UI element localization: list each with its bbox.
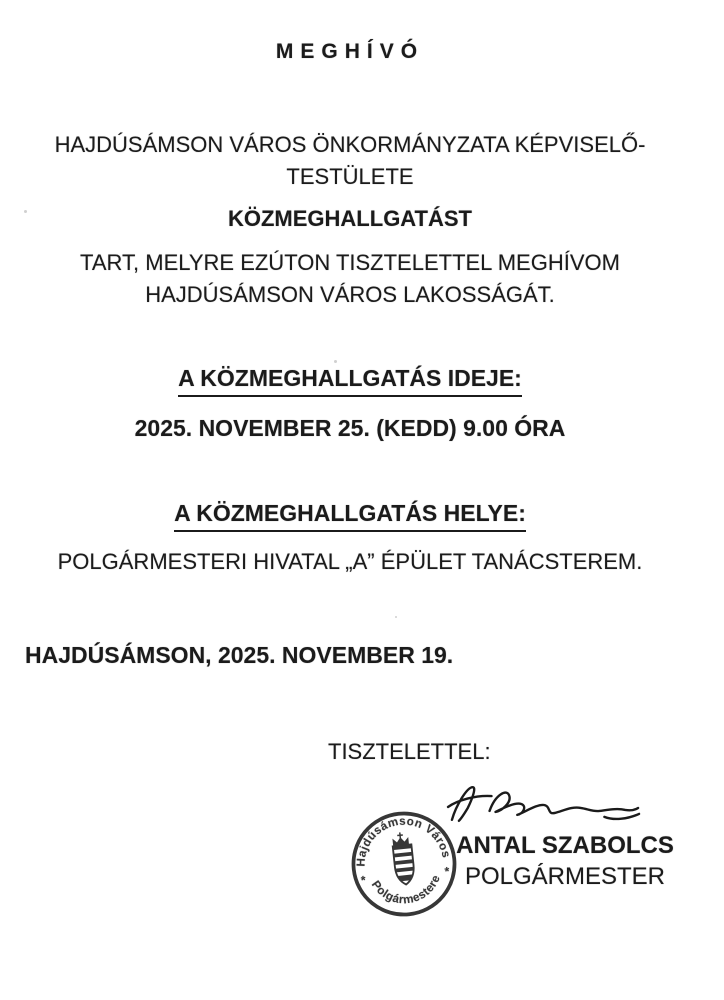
signature-block [452, 830, 678, 892]
signer-name: ANTAL SZABOLCS [456, 832, 674, 859]
scan-speck [334, 360, 337, 363]
invitation-line-2: HAJDÚSÁMSON VÁROS LAKOSSÁGÁT. [145, 282, 555, 307]
event-name: KÖZMEGHALLGATÁST [227, 206, 472, 231]
time-section-heading [0, 365, 700, 397]
invitation-text [0, 247, 700, 311]
place-section-heading [0, 500, 700, 532]
mayor-round-stamp [340, 800, 467, 927]
organization-name [0, 129, 700, 193]
invitation-line-1: TART, MELYRE EZÚTON TISZTELETTEL MEGHÍVOM [80, 250, 620, 275]
stamp-separator-left: * [360, 873, 367, 888]
hungarian-coat-of-arms-icon [390, 831, 418, 885]
time-heading-text: A KÖZMEGHALLGATÁS IDEJE: [178, 365, 522, 397]
time-value: 2025. NOVEMBER 25. (KEDD) 9.00 ÓRA [134, 415, 566, 441]
stamp-bottom-text: Polgármestere [368, 873, 443, 907]
document-title: MEGHÍVÓ [275, 40, 425, 63]
signer-title: POLGÁRMESTER [464, 863, 666, 890]
place-heading-text: A KÖZMEGHALLGATÁS HELYE: [174, 500, 526, 532]
stamp-separator-right: * [444, 864, 451, 879]
organization-line-2: TESTÜLETE [286, 164, 414, 189]
handwritten-signature-icon [446, 780, 644, 828]
scan-speck [395, 616, 397, 618]
stamp-top-text: Hajdúsámson Város [354, 814, 453, 867]
closing-salutation: TISZTELETTEL: [328, 739, 491, 764]
dateline: HAJDÚSÁMSON, 2025. NOVEMBER 19. [25, 642, 454, 668]
organization-line-1: HAJDÚSÁMSON VÁROS ÖNKORMÁNYZATA KÉPVISELŐ- [54, 132, 646, 157]
place-value: POLGÁRMESTERI HIVATAL „A” ÉPÜLET TANÁCSTEREM. [57, 549, 643, 574]
